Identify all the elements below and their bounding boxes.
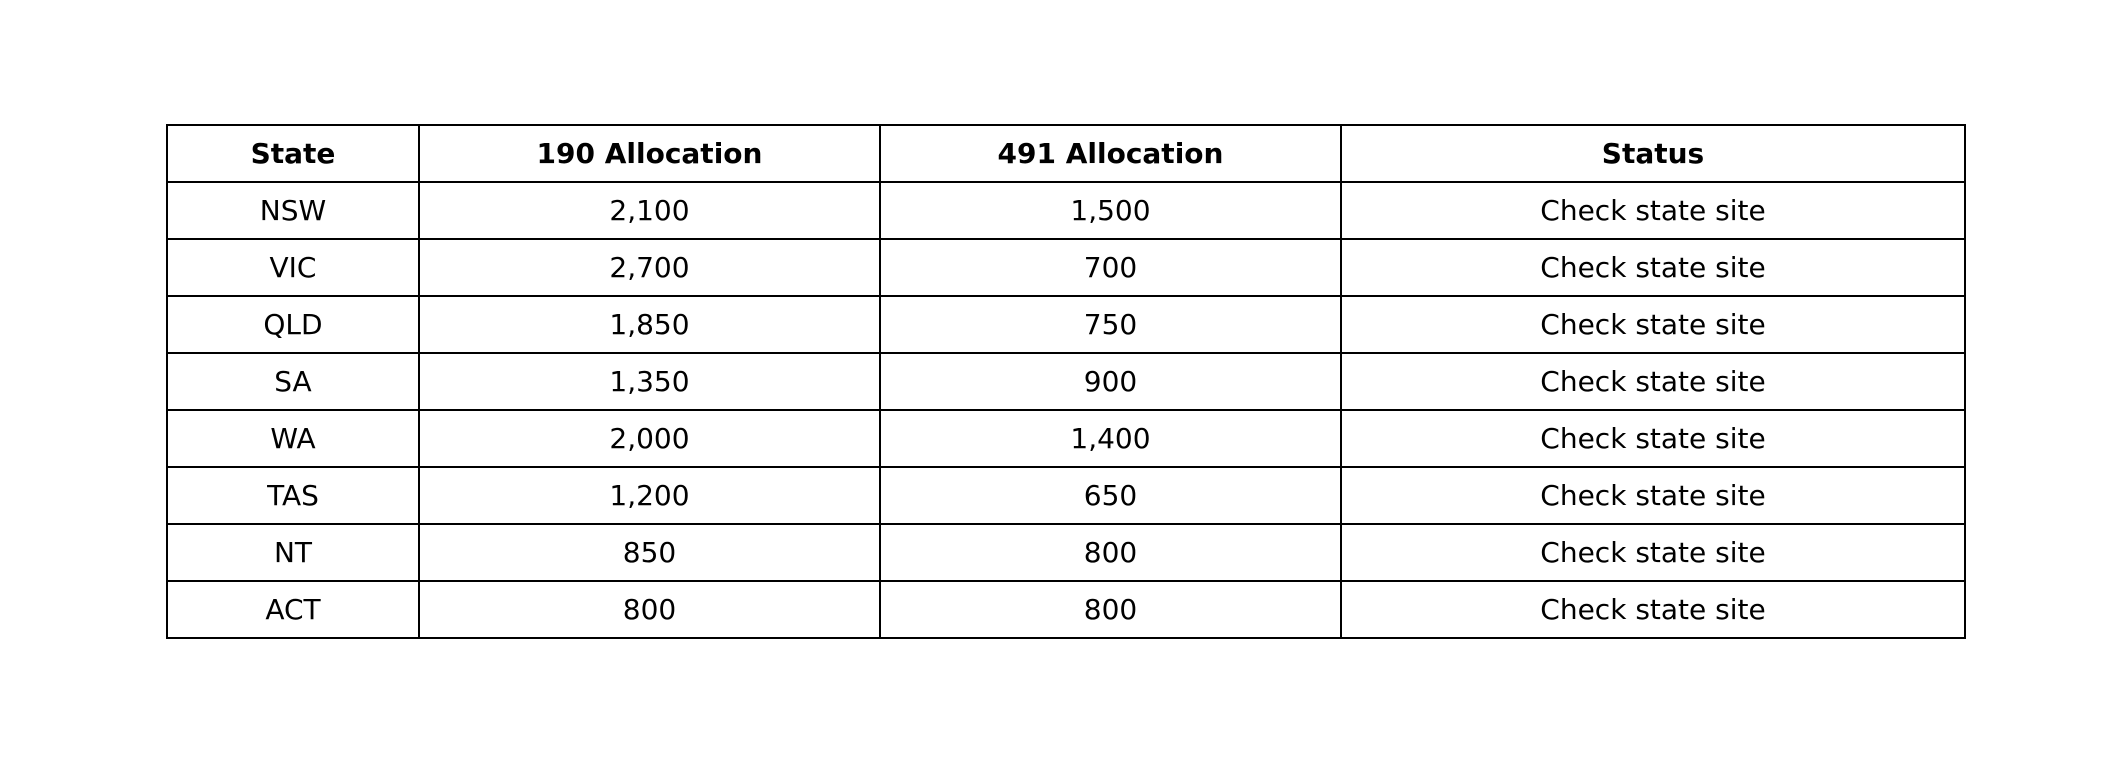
cell-status: Check state site xyxy=(1341,182,1965,239)
cell-491-allocation: 700 xyxy=(880,239,1341,296)
cell-status: Check state site xyxy=(1341,410,1965,467)
cell-state: ACT xyxy=(167,581,419,638)
allocation-table xyxy=(166,124,1966,639)
cell-state: NSW xyxy=(167,182,419,239)
cell-491-allocation: 800 xyxy=(880,581,1341,638)
cell-190-allocation: 2,700 xyxy=(419,239,880,296)
cell-state: TAS xyxy=(167,467,419,524)
header-status: Status xyxy=(1341,125,1965,182)
cell-190-allocation: 1,200 xyxy=(419,467,880,524)
cell-status: Check state site xyxy=(1341,353,1965,410)
cell-190-allocation: 2,100 xyxy=(419,182,880,239)
table-row xyxy=(167,296,1965,353)
cell-status: Check state site xyxy=(1341,296,1965,353)
cell-state: NT xyxy=(167,524,419,581)
cell-status: Check state site xyxy=(1341,581,1965,638)
cell-status: Check state site xyxy=(1341,239,1965,296)
cell-491-allocation: 1,400 xyxy=(880,410,1341,467)
header-491-allocation: 491 Allocation xyxy=(880,125,1341,182)
cell-state: VIC xyxy=(167,239,419,296)
cell-190-allocation: 800 xyxy=(419,581,880,638)
cell-491-allocation: 800 xyxy=(880,524,1341,581)
cell-state: QLD xyxy=(167,296,419,353)
table-row xyxy=(167,239,1965,296)
cell-491-allocation: 650 xyxy=(880,467,1341,524)
header-state: State xyxy=(167,125,419,182)
table-row xyxy=(167,182,1965,239)
table-row xyxy=(167,467,1965,524)
header-row xyxy=(167,125,1965,182)
cell-190-allocation: 1,350 xyxy=(419,353,880,410)
table-row xyxy=(167,524,1965,581)
cell-491-allocation: 1,500 xyxy=(880,182,1341,239)
cell-190-allocation: 1,850 xyxy=(419,296,880,353)
cell-491-allocation: 900 xyxy=(880,353,1341,410)
table-row xyxy=(167,581,1965,638)
cell-190-allocation: 2,000 xyxy=(419,410,880,467)
cell-state: SA xyxy=(167,353,419,410)
table-header xyxy=(167,125,1965,182)
cell-status: Check state site xyxy=(1341,524,1965,581)
cell-491-allocation: 750 xyxy=(880,296,1341,353)
table-body xyxy=(167,182,1965,638)
cell-status: Check state site xyxy=(1341,467,1965,524)
header-190-allocation: 190 Allocation xyxy=(419,125,880,182)
cell-state: WA xyxy=(167,410,419,467)
table-row xyxy=(167,353,1965,410)
cell-190-allocation: 850 xyxy=(419,524,880,581)
table-row xyxy=(167,410,1965,467)
